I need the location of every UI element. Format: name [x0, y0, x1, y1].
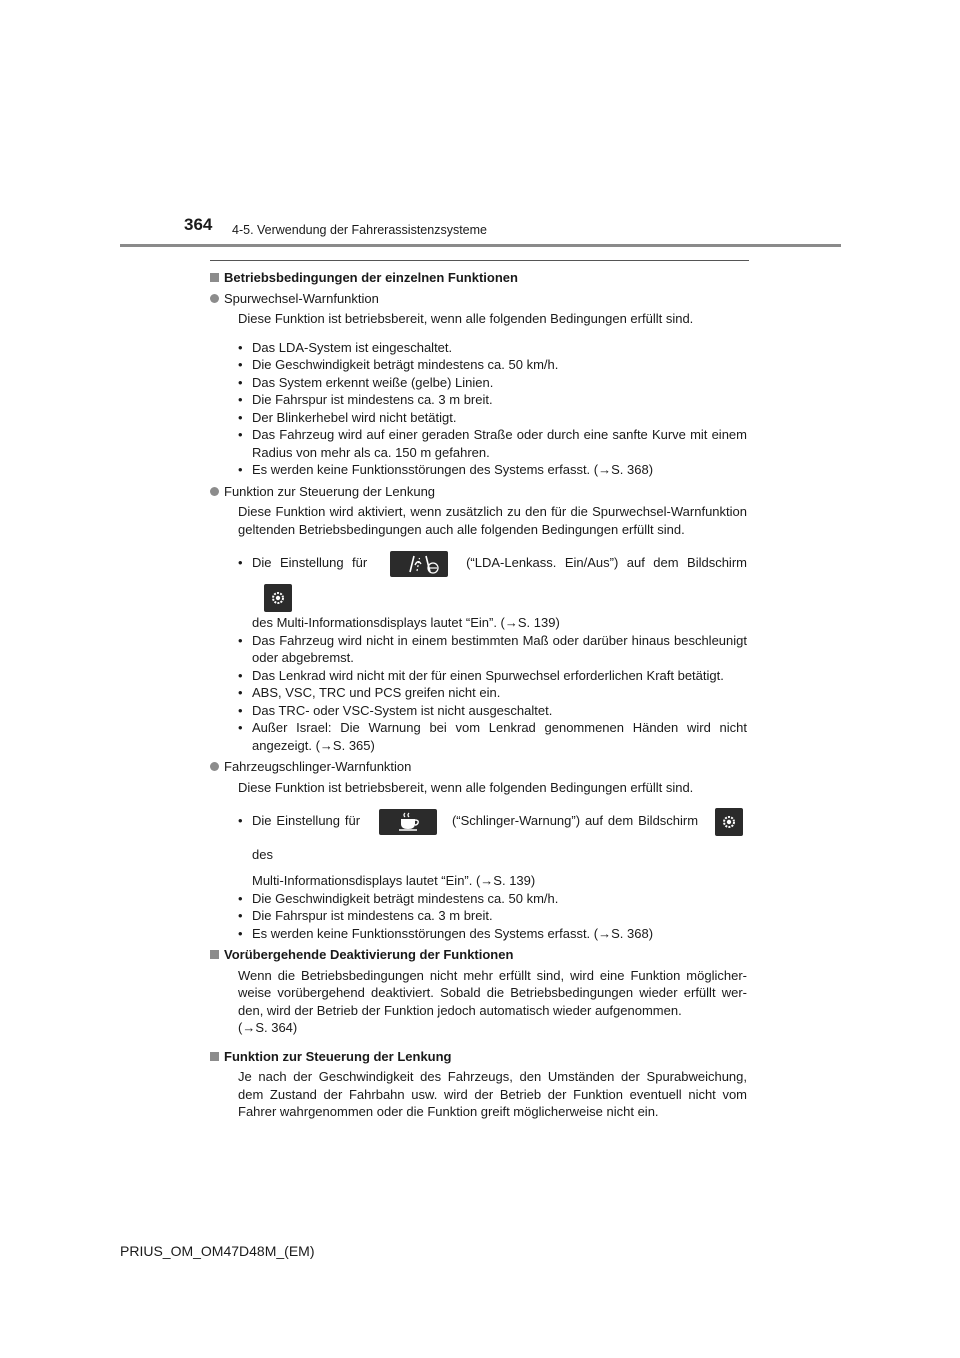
list-item: • Das TRC- oder VSC-System ist nicht ausgeschaltet.: [238, 702, 553, 718]
paragraph: Diese Funktion ist betriebsbereit, wenn alle folgenden Bedingungen erfüllt sind.: [238, 311, 694, 326]
list-item-text: Das Fahrzeug wird nicht in einem bestimmten Maß oder darüber hinaus beschleunigt oder abgebremst.: [252, 632, 747, 665]
section-title: [210, 946, 747, 964]
section-title-text: Betriebsbedingungen der einzelnen Funktionen: [224, 270, 518, 285]
gear-icon: [264, 584, 292, 612]
paragraph: Diese Funktion wird aktiviert, wenn zusätzlich zu den für die Spurwechsel-Warnfunktion geltenden Betriebsbedingungen auch alle folgenden Bedingungen erfüllt sind.: [238, 504, 747, 537]
list-item-text: Es werden keine Funktionsstörungen des Systems erfasst. (→S. 368): [252, 925, 654, 941]
list-item-text: Multi-Informationsdisplays lautet “Ein”. (→S. 139): [252, 873, 536, 888]
subsection-title: [210, 290, 747, 308]
subsection-title-text: Fahrzeugschlinger-Warnfunktion: [224, 759, 412, 774]
coffee-cup-icon: [379, 809, 437, 835]
page-number: 364: [184, 215, 213, 234]
list-item-text: Das TRC- oder VSC-System ist nicht ausgeschaltet.: [252, 702, 553, 718]
subsection-title-text: Funktion zur Steuerung der Lenkung: [224, 483, 436, 499]
list-item-text: des Multi-Informationsdisplays lautet “Ein”. (→S. 139): [252, 615, 560, 630]
paragraph: Je nach der Geschwindigkeit des Fahrzeugs, den Umständen der Spurabweichung, dem Zustand der Fahrbahn usw. wird der Betrieb der Funktion eventuell nicht vom Fahrer wahrgenommen oder die Funktion greift möglicherweise nicht ein.: [238, 1069, 747, 1119]
paragraph-reference: (→S. 364): [238, 1020, 298, 1035]
list-item-text: Der Blinkerhebel wird nicht betätigt.: [252, 409, 457, 425]
list-item: • Die Fahrspur ist mindestens ca. 3 m breit.: [238, 392, 493, 407]
subsection-title-text: Spurwechsel-Warnfunktion: [224, 290, 379, 306]
list-item-text: Die Fahrspur ist mindestens ca. 3 m breit.: [252, 908, 493, 923]
list-item-text: Das Fahrzeug wird auf einer geraden Straße oder durch eine sanfte Kurve mit einem Radius von mehr als ca. 150 m gefahren.: [252, 427, 747, 460]
list-item: • Der Blinkerhebel wird nicht betätigt.: [238, 409, 457, 425]
list-item-text: des: [252, 847, 273, 862]
list-item: • Die Einstellung für (“LDA-Lenkass. Ein/Aus”) auf dem Bildschirm des Multi-Informationsdisplays lautet “Ein”. (→S. 139): [238, 546, 747, 632]
list-item-text: Die Einstellung für: [252, 813, 361, 828]
list-item-text: (“Schlinger-Warnung”) auf dem Bildschirm: [451, 813, 699, 828]
document-code: PRIUS_OM_OM47D48M_(EM): [120, 1243, 315, 1259]
list-item: • Das System erkennt weiße (gelbe) Linien.: [238, 374, 494, 390]
section-title-text: Funktion zur Steuerung der Lenkung: [224, 1048, 452, 1064]
square-bullet-icon: [210, 273, 219, 282]
content: [210, 269, 747, 1132]
header-rule: [120, 244, 841, 247]
square-bullet-icon: [210, 950, 219, 959]
list-item: • Die Einstellung für (“Schlinger-Warnung”) auf dem Bildschirm des Multi-Informationsdisplays lautet “Ein”. (→S. 139): [238, 804, 747, 890]
list-item-text: ABS, VSC, TRC und PCS greifen nicht ein.: [252, 685, 501, 700]
lane-departure-steering-icon: [390, 551, 448, 577]
subsection-title: [210, 758, 747, 776]
section-title: [210, 1048, 747, 1066]
list-item: • Außer Israel: Die Warnung bei vom Lenkrad genommenen Händen wird nicht angezeigt. (→S. 365): [238, 720, 747, 753]
list-item: • Die Fahrspur ist mindestens ca. 3 m breit.: [238, 908, 493, 923]
section-title: [210, 269, 747, 287]
gear-icon: [715, 808, 743, 836]
circle-bullet-icon: [210, 294, 219, 303]
list-item: • Das Fahrzeug wird nicht in einem bestimmten Maß oder darüber hinaus beschleunigt oder abgebremst.: [238, 632, 747, 665]
list-item-text: Das Lenkrad wird nicht mit der für einen Spurwechsel erforderlichen Kraft betätigt.: [252, 667, 724, 683]
circle-bullet-icon: [210, 762, 219, 771]
content-rule: [210, 260, 749, 261]
paragraph: Wenn die Betriebsbedingungen nicht mehr erfüllt sind, wird eine Funktion möglicher-weise vorübergehend deaktiviert. Sobald die Betriebsbedingungen wieder erfüllt wer-den, wird der Betrieb der Funktion jedoch automatisch wieder aufgenommen.: [238, 967, 747, 1018]
list-item: • ABS, VSC, TRC und PCS greifen nicht ein.: [238, 685, 501, 700]
list-item: • Das Lenkrad wird nicht mit der für einen Spurwechsel erforderlichen Kraft betätigt.: [238, 667, 724, 683]
list-item-text: Das System erkennt weiße (gelbe) Linien.: [252, 374, 494, 390]
bullet-list: [210, 546, 747, 754]
bullet-list: [210, 804, 747, 942]
section-title-text: Vorübergehende Deaktivierung der Funktionen: [224, 947, 514, 962]
chapter-title: 4-5. Verwendung der Fahrerassistenzsysteme: [232, 223, 487, 237]
list-item-text: Außer Israel: Die Warnung bei vom Lenkrad genommenen Händen wird nicht angezeigt. (→S. 365): [252, 720, 747, 753]
list-item: • Das Fahrzeug wird auf einer geraden Straße oder durch eine sanfte Kurve mit einem Radius von mehr als ca. 150 m gefahren.: [238, 427, 747, 460]
list-item: • Es werden keine Funktionsstörungen des Systems erfasst. (→S. 368): [238, 925, 654, 941]
list-item-text: Die Einstellung für: [252, 555, 368, 570]
list-item: • Das LDA-System ist eingeschaltet.: [238, 339, 453, 355]
list-item: • Es werden keine Funktionsstörungen des Systems erfasst. (→S. 368): [238, 462, 654, 477]
subsection-title: [210, 483, 747, 501]
square-bullet-icon: [210, 1052, 219, 1061]
list-item-text: Das LDA-System ist eingeschaltet.: [252, 339, 453, 355]
list-item: • Die Geschwindigkeit beträgt mindestens ca. 50 km/h.: [238, 890, 559, 906]
list-item: • Die Geschwindigkeit beträgt mindestens ca. 50 km/h.: [238, 357, 559, 372]
list-item-text: Die Geschwindigkeit beträgt mindestens ca. 50 km/h.: [252, 357, 559, 372]
bullet-list: [210, 339, 747, 479]
list-item-text: Die Fahrspur ist mindestens ca. 3 m breit.: [252, 392, 493, 407]
circle-bullet-icon: [210, 487, 219, 496]
paragraph: Diese Funktion ist betriebsbereit, wenn alle folgenden Bedingungen erfüllt sind.: [238, 779, 694, 795]
list-item-text: Die Geschwindigkeit beträgt mindestens ca. 50 km/h.: [252, 890, 559, 906]
list-item-text: Es werden keine Funktionsstörungen des Systems erfasst. (→S. 368): [252, 462, 654, 477]
list-item-text: (“LDA-Lenkass. Ein/Aus”) auf dem Bildschirm: [466, 555, 747, 570]
